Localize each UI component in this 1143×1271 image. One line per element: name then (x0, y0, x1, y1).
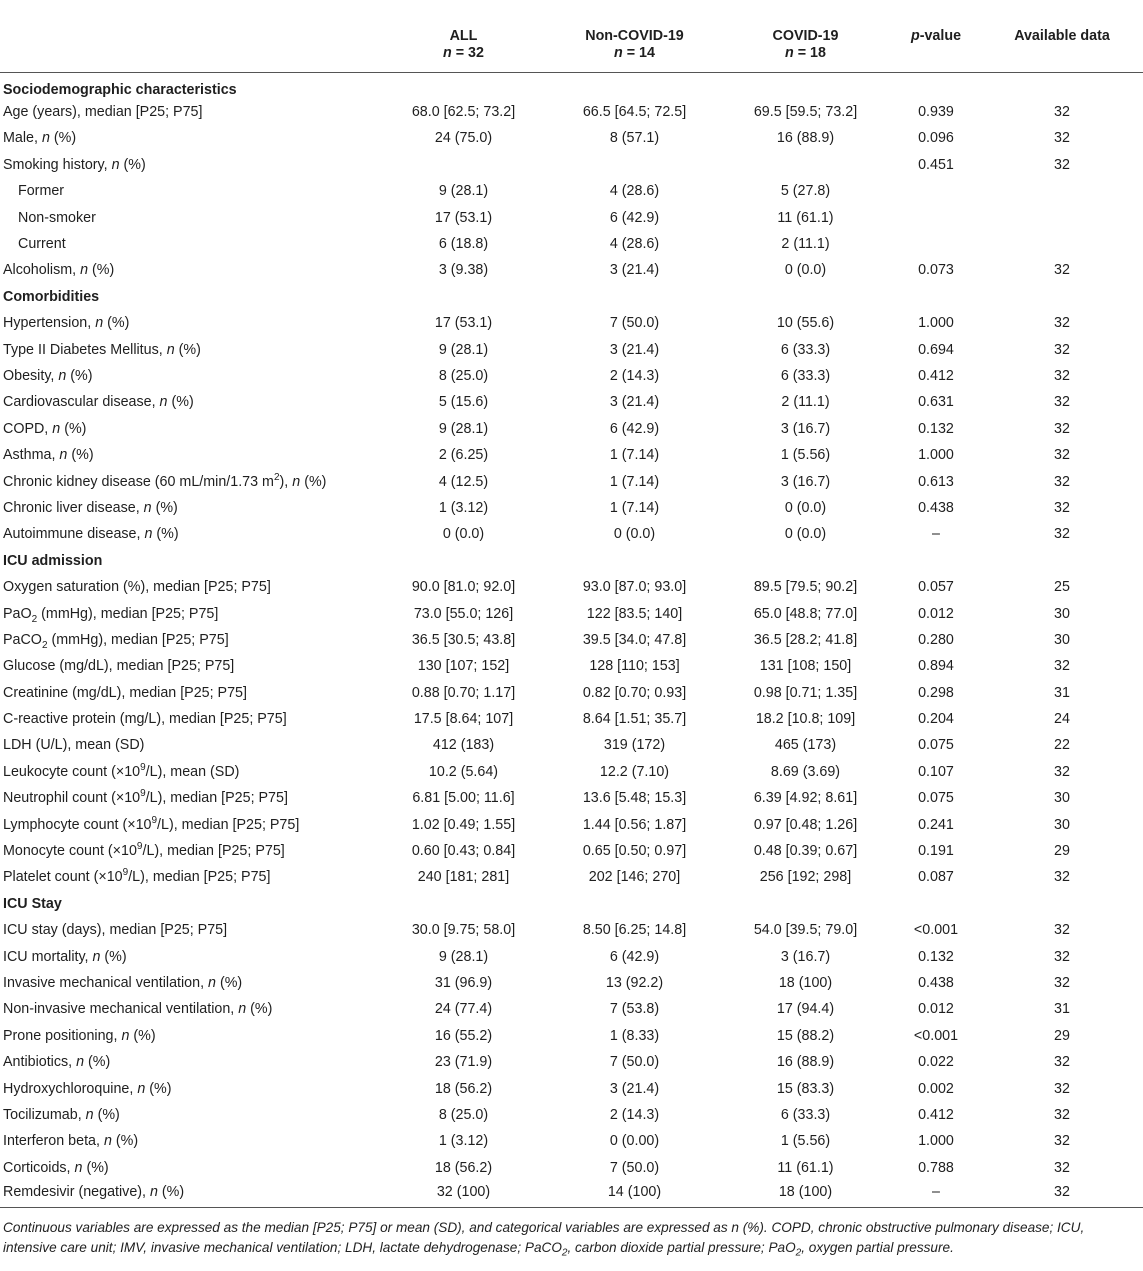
cell-available: 32 (1054, 922, 1070, 939)
row-label: Oxygen saturation (%), median [P25; P75] (3, 579, 271, 596)
cell-p-value: 0.012 (918, 1001, 954, 1018)
cell-covid: 18 (100) (778, 974, 833, 991)
cell-non-covid: 13 (92.2) (605, 974, 664, 991)
row-label: Hypertension, n (%) (3, 315, 130, 332)
cell-available: 32 (1054, 1080, 1070, 1097)
cell-covid: 1 (5.56) (780, 1133, 831, 1150)
cell-p-value: 0.241 (918, 816, 954, 833)
header-blank (0, 0, 378, 44)
cell-all: 18 (56.2) (434, 1080, 493, 1097)
cell-non-covid: 7 (50.0) (609, 315, 660, 332)
table-row (0, 389, 1143, 415)
table-row (0, 627, 1143, 653)
table-row (0, 363, 1143, 389)
cell-available: 24 (1054, 711, 1070, 728)
cell-p-value: 0.451 (918, 156, 954, 173)
table-row (0, 732, 1143, 758)
cell-p-value: <0.001 (913, 922, 959, 939)
cell-non-covid: 93.0 [87.0; 93.0] (582, 579, 687, 596)
cell-available: 32 (1054, 394, 1070, 411)
row-label: Invasive mechanical ventilation, n (%) (3, 974, 243, 991)
cell-available: 30 (1054, 631, 1070, 648)
row-label: Age (years), median [P25; P75] (3, 104, 203, 121)
cell-p-value: 0.280 (918, 631, 954, 648)
cell-all: 24 (77.4) (434, 1001, 493, 1018)
table-row (0, 99, 1143, 125)
table-row (0, 996, 1143, 1022)
row-label: ICU mortality, n (%) (3, 948, 127, 965)
table-row (0, 785, 1143, 811)
cell-covid: 6 (33.3) (780, 1106, 831, 1123)
cell-p-value: 0.204 (918, 711, 954, 728)
row-label: Asthma, n (%) (3, 447, 94, 464)
table-row (0, 336, 1143, 362)
cell-covid: 5 (27.8) (780, 183, 831, 200)
row-label: Remdesivir (negative), n (%) (0, 1181, 378, 1207)
cell-available: 32 (1054, 974, 1070, 991)
header-covid: COVID-19 (772, 28, 839, 44)
header-non-covid: Non-COVID-19 (585, 28, 684, 44)
cell-covid: 3 (16.7) (780, 948, 831, 965)
cell-covid: 16 (88.9) (776, 130, 835, 147)
table-row (0, 1128, 1143, 1154)
cell-all: 0.60 [0.43; 0.84] (411, 843, 516, 860)
cell-covid: 3 (16.7) (780, 473, 831, 490)
cell-available: 32 (1054, 763, 1070, 780)
cell-available: 29 (1054, 1027, 1070, 1044)
table-row (0, 125, 1143, 151)
cell-all: 16 (55.2) (434, 1027, 493, 1044)
cell-non-covid (549, 152, 720, 178)
cell-covid: 0.48 [0.39; 0.67] (753, 843, 858, 860)
cell-covid (720, 152, 891, 178)
cell-covid: 18.2 [10.8; 109] (755, 711, 856, 728)
cell-all: 10.2 (5.64) (428, 763, 499, 780)
row-label: Cardiovascular disease, n (%) (3, 394, 194, 411)
header-p-value: p-value (910, 28, 962, 44)
table-row (0, 811, 1143, 837)
cell-covid: 465 (173) (774, 737, 837, 754)
cell-non-covid: 14 (100) (549, 1181, 720, 1207)
row-label: Current (18, 236, 66, 253)
row-label: C-reactive protein (mg/L), median [P25; P75] (3, 711, 287, 728)
cell-all: 9 (28.1) (438, 183, 489, 200)
cell-available: 32 (1054, 315, 1070, 332)
cell-p-value: 0.096 (918, 130, 954, 147)
cell-available: 30 (1054, 605, 1070, 622)
cell-non-covid: 8.50 [6.25; 14.8] (582, 922, 687, 939)
cell-all: 9 (28.1) (438, 420, 489, 437)
cell-all: 9 (28.1) (438, 341, 489, 358)
cell-covid: 15 (83.3) (776, 1080, 835, 1097)
cell-available: 32 (1054, 1106, 1070, 1123)
cell-all: 412 (183) (432, 737, 495, 754)
row-label: Type II Diabetes Mellitus, n (%) (3, 341, 201, 358)
cell-p-value: 0.075 (918, 737, 954, 754)
row-label: Antibiotics, n (%) (3, 1054, 111, 1071)
cell-covid: 2 (11.1) (781, 394, 830, 411)
cell-all: 6.81 [5.00; 11.6] (412, 790, 515, 807)
cell-covid: 8.69 (3.69) (770, 763, 841, 780)
cell-available: 22 (1054, 737, 1070, 754)
cell-p-value: 0.132 (918, 420, 954, 437)
cell-all: 3 (9.38) (438, 262, 489, 279)
cell-non-covid: 0.82 [0.70; 0.93] (582, 684, 687, 701)
cell-covid: 16 (88.9) (776, 1054, 835, 1071)
cell-p-value: 0.788 (918, 1159, 954, 1176)
cell-p-value: 0.694 (918, 341, 954, 358)
cell-available: 30 (1054, 790, 1070, 807)
cell-available: 32 (1054, 526, 1070, 543)
cell-available: 32 (1054, 341, 1070, 358)
cell-non-covid: 8 (57.1) (609, 130, 660, 147)
cell-all: 9 (28.1) (438, 948, 489, 965)
cell-non-covid: 7 (50.0) (609, 1159, 660, 1176)
cell-covid: 0 (0.0) (784, 526, 827, 543)
section-header-row (0, 73, 1143, 99)
cell-covid: 1 (5.56) (780, 447, 831, 464)
row-label: Obesity, n (%) (3, 367, 93, 384)
header-n-non-covid: n = 14 (549, 44, 720, 73)
cell-covid: 10 (55.6) (776, 315, 835, 332)
cell-covid: 3 (16.7) (780, 420, 831, 437)
table-row (0, 679, 1143, 705)
row-label: Smoking history, n (%) (3, 156, 146, 173)
cell-p-value: 1.000 (918, 447, 954, 464)
section-title: Comorbidities (3, 288, 100, 305)
cell-all: 130 [107; 152] (417, 658, 510, 675)
table-row (0, 653, 1143, 679)
cell-available: 32 (1054, 948, 1070, 965)
cell-all: 31 (96.9) (434, 974, 493, 991)
cell-non-covid: 39.5 [34.0; 47.8] (582, 631, 687, 648)
table-row (0, 204, 1143, 230)
row-label: Tocilizumab, n (%) (3, 1106, 120, 1123)
cell-covid: 2 (11.1) (781, 236, 830, 253)
cell-all: 8 (25.0) (438, 1106, 489, 1123)
cell-available: 32 (1054, 104, 1070, 121)
table-row (0, 759, 1143, 785)
table-row (0, 178, 1143, 204)
cell-covid: 6 (33.3) (780, 367, 831, 384)
cell-p-value: 0.438 (918, 499, 954, 516)
cell-available (981, 178, 1143, 204)
cell-p-value: 0.107 (918, 763, 954, 780)
cell-all: 24 (75.0) (434, 130, 493, 147)
cell-all: 32 (100) (378, 1181, 549, 1207)
cell-all: 17 (53.1) (434, 209, 493, 226)
cell-available: 32 (1054, 447, 1070, 464)
row-label: Former (18, 183, 65, 200)
cell-p-value: 0.075 (918, 790, 954, 807)
cell-available: 32 (981, 1181, 1143, 1207)
cell-all: 5 (15.6) (438, 394, 489, 411)
table-footnote: Continuous variables are expressed as the median [P25; P75] or mean (SD), and categorical variables are expressed as n (%). COPD, chronic obstructive pulmonary disease; ICU, intensive care unit; IMV, invasive mechanical ventilation; LDH, lactate dehydrogenase; PaCO$_2$, carbon dioxide partial pressure; PaO$_2$, oxygen partial pressure. (3, 1220, 1085, 1259)
table-row (0, 1155, 1143, 1181)
cell-covid: 0 (0.0) (784, 499, 827, 516)
section-title: ICU Stay (3, 895, 62, 912)
cell-non-covid: 2 (14.3) (609, 1106, 660, 1123)
cell-p-value: 0.073 (918, 262, 954, 279)
table-row (0, 442, 1143, 468)
cell-all: 4 (12.5) (438, 473, 489, 490)
cell-all: 8 (25.0) (438, 367, 489, 384)
table-body (0, 73, 1143, 1208)
row-label: Non-smoker (18, 209, 96, 226)
cell-all: 90.0 [81.0; 92.0] (411, 579, 516, 596)
cell-p-value: 0.412 (918, 367, 954, 384)
table-row (0, 521, 1143, 547)
cell-non-covid: 1.44 [0.56; 1.87] (582, 816, 687, 833)
cell-p-value: 0.631 (918, 394, 954, 411)
cell-all: 1 (3.12) (438, 1133, 489, 1150)
table-row (0, 917, 1143, 943)
cell-covid: 0.98 [0.71; 1.35] (753, 684, 858, 701)
cell-p-value: – (891, 1181, 981, 1207)
cell-non-covid: 202 [146; 270] (588, 869, 681, 886)
table-row (0, 864, 1143, 890)
cell-p-value: 0.132 (918, 948, 954, 965)
cell-covid: 256 [192; 298] (759, 869, 852, 886)
cell-non-covid: 4 (28.6) (609, 183, 660, 200)
table-row (0, 574, 1143, 600)
row-label: Chronic liver disease, n (%) (3, 499, 178, 516)
cell-non-covid: 0.65 [0.50; 0.97] (582, 843, 687, 860)
cell-non-covid: 7 (50.0) (609, 1054, 660, 1071)
cell-non-covid: 0 (0.0) (613, 526, 656, 543)
cell-p-value (891, 178, 981, 204)
cell-all: 6 (18.8) (438, 236, 489, 253)
cell-available: 32 (1054, 420, 1070, 437)
row-label: COPD, n (%) (3, 420, 87, 437)
row-label: Lymphocyte count $(\times 10^9/L)$, median [P25; P75] (3, 814, 300, 833)
cell-available: 29 (1054, 843, 1070, 860)
cell-non-covid: 0 (0.00) (609, 1133, 660, 1150)
header-n-covid: n = 18 (720, 44, 891, 73)
cell-non-covid: 3 (21.4) (609, 1080, 660, 1097)
row-label: Platelet count $(\times 10^9/L)$, median [P25; P75] (3, 867, 271, 886)
cell-available: 32 (1054, 869, 1070, 886)
table-row (0, 838, 1143, 864)
table-row (0, 1049, 1143, 1075)
row-label: Corticoids, n (%) (3, 1159, 109, 1176)
cell-non-covid: 1 (8.33) (609, 1027, 660, 1044)
row-label: Leukocyte count $(\times 10^9/L)$, mean (SD) (3, 762, 240, 780)
cell-available: 25 (1054, 579, 1070, 596)
section-header-row (0, 284, 1143, 310)
table-row (0, 231, 1143, 257)
header-n-all: n = 32 (378, 44, 549, 73)
table-row (0, 257, 1143, 283)
cell-covid: 65.0 [48.8; 77.0] (753, 605, 858, 622)
row-label: Glucose (mg/dL), median [P25; P75] (3, 658, 235, 675)
cell-p-value: 0.438 (918, 974, 954, 991)
cell-p-value: 0.412 (918, 1106, 954, 1123)
cell-covid: 69.5 [59.5; 73.2] (753, 104, 858, 121)
cell-all: 2 (6.25) (438, 447, 489, 464)
table-row (0, 468, 1143, 494)
cell-p-value: – (932, 526, 940, 543)
section-header-row (0, 548, 1143, 574)
row-label: Prone positioning, n (%) (3, 1027, 156, 1044)
table-row (0, 943, 1143, 969)
cell-non-covid: 3 (21.4) (609, 394, 660, 411)
cell-non-covid: 1 (7.14) (609, 473, 660, 490)
cell-available: 30 (1054, 816, 1070, 833)
cell-covid: 18 (100) (720, 1181, 891, 1207)
cell-available: 32 (1054, 499, 1070, 516)
cell-available: 32 (1054, 156, 1070, 173)
cell-covid: 89.5 [79.5; 90.2] (753, 579, 858, 596)
cell-non-covid: 7 (53.8) (609, 1001, 660, 1018)
cell-covid: 6.39 [4.92; 8.61] (753, 790, 858, 807)
cell-available: 32 (1054, 1133, 1070, 1150)
table-row (0, 1102, 1143, 1128)
section-title: ICU admission (3, 552, 103, 569)
cell-p-value: 0.012 (918, 605, 954, 622)
cell-p-value: 0.613 (918, 473, 954, 490)
cell-non-covid: 1 (7.14) (609, 499, 660, 516)
cell-all: 17 (53.1) (434, 315, 493, 332)
row-label: Alcoholism, n (%) (3, 262, 115, 279)
table-row (0, 310, 1143, 336)
row-label: Creatinine (mg/dL), median [P25; P75] (3, 684, 247, 701)
cell-all: 18 (56.2) (434, 1159, 493, 1176)
header-available-data: Available data (1014, 28, 1110, 44)
cell-p-value: 0.191 (918, 843, 954, 860)
cell-available: 31 (1054, 1001, 1070, 1018)
row-label: PaO$_2$ (mmHg), median [P25; P75] (3, 605, 219, 625)
cell-p-value: 0.298 (918, 684, 954, 701)
table-row (0, 706, 1143, 732)
cell-non-covid: 122 [83.5; 140] (586, 605, 683, 622)
cell-p-value: <0.001 (913, 1027, 959, 1044)
header-all: ALL (449, 28, 478, 44)
cell-p-value: 0.939 (918, 104, 954, 121)
cell-covid: 11 (61.1) (777, 1159, 834, 1176)
table-row (0, 416, 1143, 442)
cell-non-covid: 6 (42.9) (609, 209, 660, 226)
cell-all: 73.0 [55.0; 126] (413, 605, 514, 622)
table-row (0, 152, 1143, 178)
cell-available: 32 (1054, 262, 1070, 279)
section-title: Sociodemographic characteristics (3, 82, 237, 99)
cell-covid: 11 (61.1) (777, 209, 834, 226)
cell-all: 0.88 [0.70; 1.17] (411, 684, 516, 701)
cell-covid: 36.5 [28.2; 41.8] (753, 631, 858, 648)
cell-non-covid: 319 (172) (603, 737, 666, 754)
cell-covid: 17 (94.4) (776, 1001, 835, 1018)
cell-non-covid: 3 (21.4) (609, 262, 660, 279)
cell-available: 31 (1054, 684, 1070, 701)
cell-all: 17.5 [8.64; 107] (413, 711, 514, 728)
cell-covid: 15 (88.2) (776, 1027, 835, 1044)
cell-available: 32 (1054, 473, 1070, 490)
cell-p-value: 0.057 (918, 579, 954, 596)
cell-non-covid: 1 (7.14) (609, 447, 660, 464)
cell-non-covid: 128 [110; 153] (589, 658, 680, 675)
header-n-blank (0, 44, 378, 73)
cell-p-value: 0.894 (918, 658, 954, 675)
cell-non-covid: 8.64 [1.51; 35.7] (582, 711, 687, 728)
row-label: LDH (U/L), mean (SD) (3, 737, 145, 754)
table-header (0, 0, 1143, 73)
cell-available: 32 (1054, 367, 1070, 384)
row-label: Non-invasive mechanical ventilation, n (%) (3, 1001, 273, 1018)
cell-non-covid: 12.2 (7.10) (599, 763, 670, 780)
row-label: ICU stay (days), median [P25; P75] (3, 922, 228, 939)
cell-covid: 131 [108; 150] (759, 658, 852, 675)
header-n-available (981, 44, 1143, 73)
table-row (0, 1075, 1143, 1101)
cell-all: 1.02 [0.49; 1.55] (411, 816, 516, 833)
cell-all: 36.5 [30.5; 43.8] (411, 631, 516, 648)
row-label: Hydroxychloroquine, n (%) (3, 1080, 172, 1097)
cell-available (981, 204, 1143, 230)
row-label: PaCO$_2$ (mmHg), median [P25; P75] (3, 631, 229, 651)
cell-non-covid: 6 (42.9) (609, 420, 660, 437)
table-row (0, 1181, 1143, 1207)
cell-p-value: 0.002 (918, 1080, 954, 1097)
cell-covid: 0.97 [0.48; 1.26] (753, 816, 858, 833)
cell-non-covid: 3 (21.4) (609, 341, 660, 358)
cell-non-covid: 6 (42.9) (609, 948, 660, 965)
table-row (0, 495, 1143, 521)
cell-p-value: 0.022 (918, 1054, 954, 1071)
row-label: Autoimmune disease, n (%) (3, 526, 179, 543)
row-label: Monocyte count $(\times 10^9/L)$, median [P25; P75] (3, 841, 285, 860)
table-row (0, 1023, 1143, 1049)
cell-non-covid: 2 (14.3) (609, 367, 660, 384)
row-label: Interferon beta, n (%) (3, 1133, 139, 1150)
cell-all: 30.0 [9.75; 58.0] (411, 922, 516, 939)
cell-all (378, 152, 549, 178)
cell-p-value (891, 204, 981, 230)
row-label: Neutrophil count $(\times 10^9/L)$, median [P25; P75] (3, 788, 288, 807)
table-row (0, 970, 1143, 996)
row-label: Male, n (%) (3, 130, 77, 147)
row-label: Chronic kidney disease (60 mL/min/1.73 $m^2$), n (%) (3, 471, 327, 490)
cell-non-covid: 66.5 [64.5; 72.5] (582, 104, 687, 121)
cell-available: 32 (1054, 1159, 1070, 1176)
section-header-row (0, 891, 1143, 917)
cell-all: 240 [181; 281] (417, 869, 510, 886)
cell-p-value (891, 231, 981, 257)
cell-non-covid: 4 (28.6) (609, 236, 660, 253)
cell-non-covid: 13.6 [5.48; 15.3] (582, 790, 687, 807)
cell-all: 68.0 [62.5; 73.2] (411, 104, 516, 121)
cell-available (981, 231, 1143, 257)
cell-covid: 6 (33.3) (780, 341, 831, 358)
cell-all: 1 (3.12) (438, 499, 489, 516)
header-n-p (891, 44, 981, 73)
table-row (0, 600, 1143, 626)
cell-all: 23 (71.9) (434, 1054, 493, 1071)
cell-p-value: 0.087 (918, 869, 954, 886)
cell-all: 0 (0.0) (442, 526, 485, 543)
cell-available: 32 (1054, 130, 1070, 147)
cell-available: 32 (1054, 658, 1070, 675)
cell-available: 32 (1054, 1054, 1070, 1071)
cell-covid: 54.0 [39.5; 79.0] (753, 922, 858, 939)
cell-covid: 0 (0.0) (784, 262, 827, 279)
cell-p-value: 1.000 (918, 1133, 954, 1150)
cell-p-value: 1.000 (918, 315, 954, 332)
